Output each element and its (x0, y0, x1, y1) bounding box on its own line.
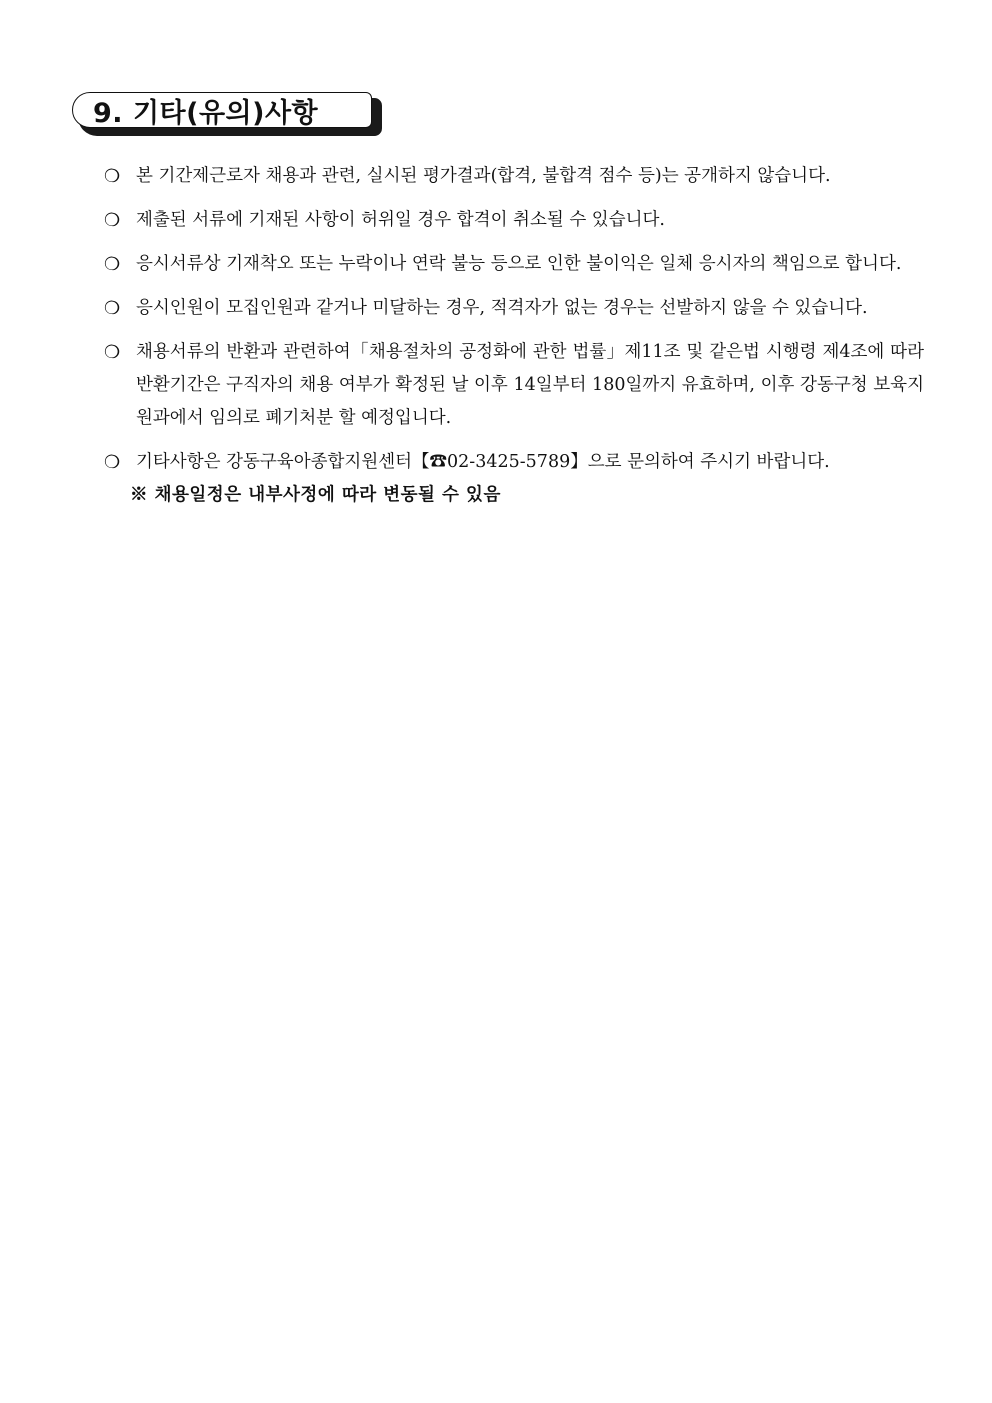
schedule-change-notice: ※ 채용일정은 내부사정에 따라 변동될 수 있음 (130, 485, 501, 505)
list-item-text: 응시서류상 기재착오 또는 누락이나 연락 불능 등으로 인한 불이익은 일체 응시자의 책임으로 합니다. (136, 254, 902, 274)
section-title: 9. 기타(유의)사항 (93, 97, 319, 129)
list-item-text: 기타사항은 강동구육아종합지원센터【☎02-3425-5789】으로 문의하여 주시기 바랍니다. (136, 452, 830, 472)
list-item (104, 292, 924, 325)
title-frame (72, 92, 372, 128)
list-item (104, 446, 924, 479)
circle-bullet-icon: ❍ (104, 254, 121, 275)
circle-bullet-icon: ❍ (104, 166, 121, 187)
list-item-text: 본 기간제근로자 채용과 관련, 실시된 평가결과(합격, 불합격 점수 등)는 공개하지 않습니다. (136, 166, 831, 186)
list-item (104, 204, 924, 237)
notice-list (104, 160, 924, 510)
section-title-box (72, 92, 382, 134)
circle-bullet-icon: ❍ (104, 298, 121, 319)
list-item-text: 응시인원이 모집인원과 같거나 미달하는 경우, 적격자가 없는 경우는 선발하지 않을 수 있습니다. (136, 298, 868, 318)
circle-bullet-icon: ❍ (104, 210, 121, 231)
circle-bullet-icon: ❍ (104, 452, 121, 473)
list-item-text: 제출된 서류에 기재된 사항이 허위일 경우 합격이 취소될 수 있습니다. (136, 210, 665, 230)
circle-bullet-icon: ❍ (104, 342, 121, 363)
list-item (104, 336, 924, 435)
list-item (104, 160, 924, 193)
list-item-text: 채용서류의 반환과 관련하여「채용절차의 공정화에 관한 법률」제11조 및 같은법 시행령 제4조에 따라 반환기간은 구직자의 채용 여부가 확정된 날 이후 14일부터 180일까지 유효하며, 이후 강동구청 보육지원과에서 임의로 폐기처분 할 예정입니다. (136, 342, 924, 428)
list-item (104, 248, 924, 281)
